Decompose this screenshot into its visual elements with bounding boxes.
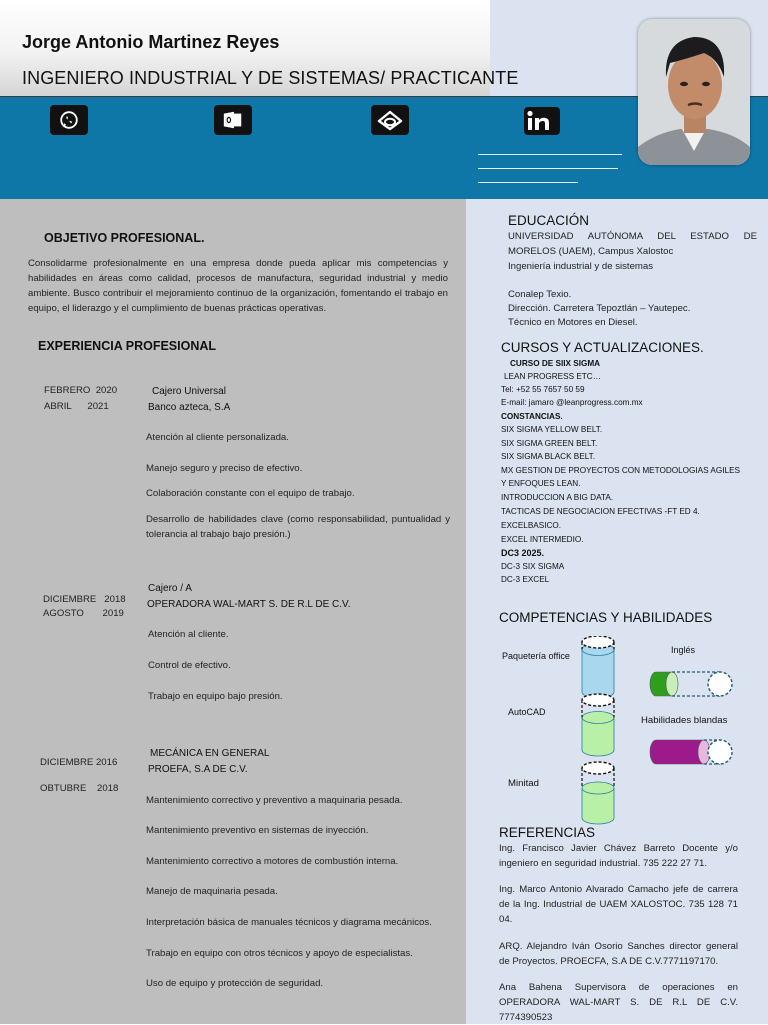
job-duty: Mantenimiento correctivo y preventivo a maquinaria pesada.	[146, 795, 403, 806]
job-duty: Manejo seguro y preciso de efectivo.	[146, 463, 303, 474]
constancia-item: EXCEL INTERMEDIO.	[501, 535, 584, 544]
references-heading: REFERENCIAS	[499, 825, 596, 840]
course-provider: LEAN PROGRESS ETC…	[504, 372, 601, 381]
education-school: Conalep Texio.	[508, 289, 572, 300]
job-position: MECÁNICA EN GENERAL	[150, 748, 270, 759]
skill-gauge-fill	[582, 650, 614, 699]
skill-gauge-fill	[650, 740, 704, 764]
constancia-item: INTRODUCCION A BIG DATA.	[501, 493, 614, 502]
reference-item: Ing. Marco Antonio Alvarado Camacho jefe de carrera de la Ing. Industrial de UAEM XALOSTOC. 735 128 71 04.	[499, 884, 738, 925]
skill-label: Habilidades blandas	[641, 715, 728, 726]
course-title: CURSO DE SIIX SIGMA	[510, 359, 601, 368]
profile-photo	[638, 19, 750, 165]
job-company: OPERADORA WAL-MART S. DE R.L DE C.V.	[147, 599, 351, 610]
vertical-skill-gauges	[566, 636, 622, 826]
course-phone: Tel: +52 55 7657 50 59	[501, 385, 585, 394]
skill-gauge-level	[582, 712, 614, 724]
constancias-title: CONSTANCIAS.	[501, 412, 563, 421]
constancia-item: SIX SIGMA YELLOW BELT.	[501, 425, 603, 434]
reference-item: Ing. Francisco Javier Chávez Barreto Docente y/o ingeniero en seguridad industrial. 735 222 27 71.	[499, 843, 738, 869]
skill-gauge-cap	[582, 762, 614, 774]
objective-text: Consolidarme profesionalmente en una empresa donde pueda aplicar mis competencias y habilidades en áreas como calidad, procesos de manufactura, seguridad industrial y medio ambiente. Busco contribuir el mejoramiento continuo de la organización, fomentando el trabajo en equipo, el liderazgo y el cumplimiento de buenas prácticas operativas.	[28, 258, 448, 314]
job-duty: Mantenimiento preventivo en sistemas de inyección.	[146, 825, 369, 836]
candidate-title: INGENIERO INDUSTRIAL Y DE SISTEMAS/ PRACTICANTE	[22, 68, 519, 88]
job-date-start: FEBRERO 2020	[44, 385, 118, 396]
job-company: PROEFA, S.A DE C.V.	[148, 764, 248, 775]
contact-line	[478, 182, 578, 183]
contact-line	[478, 154, 622, 155]
skill-gauge-level	[582, 782, 614, 794]
course-email: E-mail: jamaro @leanprogress.com.mx	[501, 398, 643, 407]
education-address: Dirección. Carretera Tepoztlán – Yautepec.	[508, 303, 691, 314]
dc3-item: DC-3 SIX SIGMA	[501, 562, 565, 571]
education-career: Técnico en Motores en Diesel.	[508, 317, 638, 328]
skills-heading: COMPETENCIAS Y HABILIDADES	[499, 610, 713, 625]
job-duty: Trabajo en equipo con otros técnicos y apoyo de especialistas.	[146, 948, 413, 959]
constancia-item: MX GESTION DE PROYECTOS CON METODOLOGIAS AGILES Y ENFOQUES LEAN.	[501, 466, 741, 489]
contact-line	[478, 168, 618, 169]
job-date-start: DICIEMBRE 2016	[40, 757, 118, 768]
experience-heading: EXPERIENCIA PROFESIONAL	[38, 339, 217, 353]
job-duty: Atención al cliente personalizada.	[146, 432, 289, 443]
job-duty: Atención al cliente.	[148, 629, 229, 640]
job-duty: Interpretación básica de manuales técnicos y diagrama mecánicos.	[146, 917, 432, 928]
whatsapp-icon[interactable]	[50, 105, 88, 135]
reference-item: ARQ. Alejandro Iván Osorio Sanches director general de Proyectos. PROECFA, S.A DE C.V.7771197170.	[499, 941, 738, 967]
skill-label: Minitad	[508, 778, 539, 789]
skill-gauge-cap	[582, 636, 614, 648]
job-duty: Mantenimiento correctivo a motores de combustión interna.	[146, 856, 399, 867]
skill-label: Paquetería office	[502, 651, 570, 661]
job-date-end: ABRIL 2021	[44, 401, 109, 412]
job-duty: Desarrollo de habilidades clave (como responsabilidad, puntualidad y tolerancia al trabajo bajo presión.)	[146, 514, 450, 540]
job-duty: Manejo de maquinaria pesada.	[146, 886, 278, 897]
constancia-item: TACTICAS DE NEGOCIACION EFECTIVAS -FT ED 4.	[501, 507, 700, 516]
horizontal-skill-gauges	[646, 660, 746, 780]
objective-heading: OBJETIVO PROFESIONAL.	[44, 231, 205, 245]
job-company: Banco azteca, S.A	[148, 402, 231, 413]
education-school: UNIVERSIDAD AUTÓNOMA DEL ESTADO DE MORELOS (UAEM), Campus Xalostoc	[508, 231, 757, 257]
dc3-item: DC-3 EXCEL	[501, 575, 550, 584]
dc3-title: DC3 2025.	[501, 548, 545, 558]
constancia-item: SIX SIGMA BLACK BELT.	[501, 452, 596, 461]
job-position: Cajero / A	[148, 583, 192, 594]
courses-heading: CURSOS Y ACTUALIZACIONES.	[501, 340, 704, 355]
skill-gauge-cap	[708, 672, 732, 696]
candidate-name: Jorge Antonio Martinez Reyes	[22, 32, 280, 52]
job-duty: Colaboración constante con el equipo de trabajo.	[146, 488, 355, 499]
skill-label: Inglés	[671, 645, 696, 655]
job-date-end: AGOSTO 2019	[43, 608, 124, 619]
skill-label: AutoCAD	[508, 707, 546, 717]
job-duty: Uso de equipo y protección de seguridad.	[146, 978, 324, 989]
reference-item: Ana Bahena Supervisora de operaciones en OPERADORA WAL-MART S. DE R.L DE C.V. 7774390523	[499, 982, 738, 1023]
education-career: Ingeniería industrial y de sistemas	[508, 261, 654, 272]
education-heading: EDUCACIÓN	[508, 213, 590, 228]
outlook-icon[interactable]	[214, 105, 252, 135]
job-position: Cajero Universal	[152, 386, 226, 397]
job-date-start: DICIEMBRE 2018	[43, 594, 126, 605]
constancia-item: EXCELBASICO.	[501, 521, 562, 530]
skill-gauge-cap	[582, 694, 614, 706]
job-duty: Control de efectivo.	[148, 660, 231, 671]
linkedin-icon[interactable]	[524, 107, 560, 135]
skill-gauge-level	[666, 672, 678, 696]
job-duty: Trabajo en equipo bajo presión.	[148, 691, 283, 702]
nature-icon[interactable]	[371, 105, 409, 135]
job-date-end: OBTUBRE 2018	[40, 783, 119, 794]
constancia-item: SIX SIGMA GREEN BELT.	[501, 439, 598, 448]
skill-gauge-cap	[708, 740, 732, 764]
